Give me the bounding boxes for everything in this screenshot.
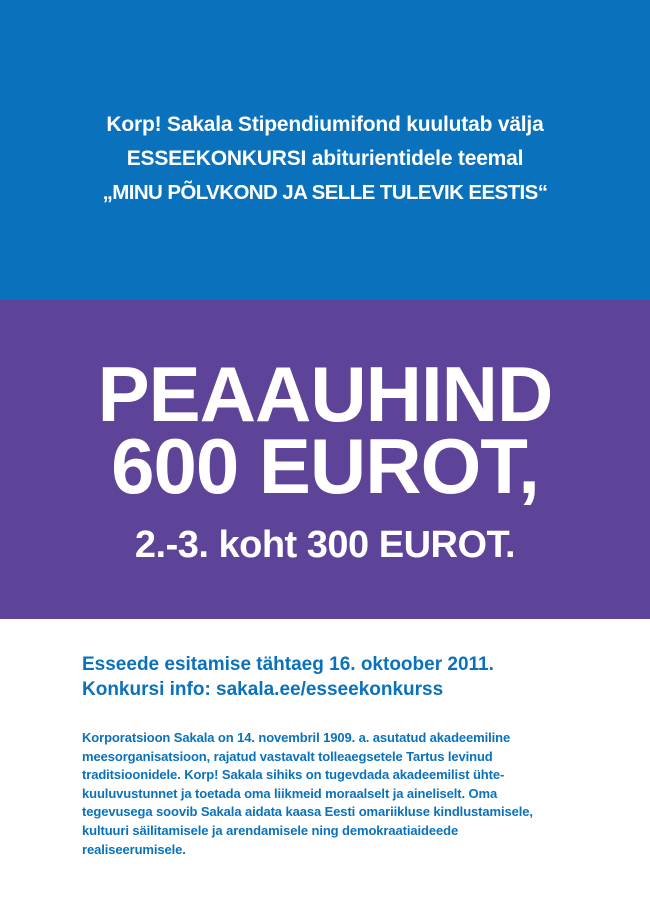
announcement-heading [0,108,650,210]
description-line: traditsioonidele. Korp! Sakala sihiks on tugevdada akadeemilist ühte- [82,767,505,783]
description-paragraph [82,729,582,859]
description-line: meesorganisatsioon, rajatud vastavalt tolleaegsetele Tartus levinud [82,748,493,764]
deadline-info [82,652,622,702]
announcement-line: Korp! Sakala Stipendiumifond kuulutab välja [106,113,544,136]
description-line: kuuluvustunnet ja toetada oma liikmeid moraalselt ja aineliselt. Oma [82,785,498,801]
contact-link[interactable]: Konkursi info: sakala.ee/esseekonkurss [82,679,444,700]
description-line: realiseerumisele. [82,841,186,857]
grand-prize-title: PEAAUHIND [97,350,553,438]
description-line: kultuuri säilitamisele ja arendamisele ning demokraatiaideede [82,822,459,838]
grand-prize-amount: 600 EUROT, [111,422,539,510]
deadline-text: Esseede esitamise tähtaeg 16. oktoober 2011. [82,654,494,675]
description-line: tegevusega soovib Sakala aidata kaasa Eesti omariikluse kindlustamisele, [82,804,533,820]
description-line: Korporatsioon Sakala on 14. novembril 1909. a. asutatud akadeemiline [82,730,511,745]
essay-topic: „MINU PÕLVKOND JA SELLE TULEVIK EESTIS“ [102,181,548,204]
announcement-line: ESSEEKONKURSI abiturientidele teemal [126,147,524,170]
runner-up-prize: 2.-3. koht 300 EUROT. [134,524,516,566]
